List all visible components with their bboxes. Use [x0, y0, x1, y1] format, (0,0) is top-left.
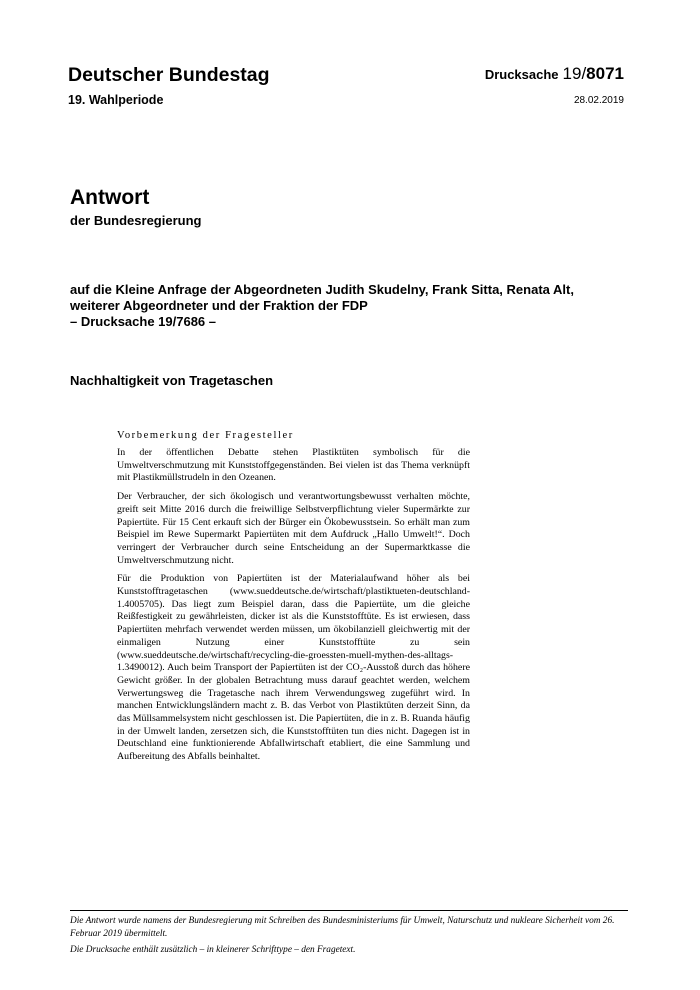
anfrage-line-3: – Drucksache 19/7686 –: [70, 314, 216, 329]
footer-note-transmission: Die Antwort wurde namens der Bundesregierung mit Schreiben des Bundesministeriums für Umwelt, Naturschutz und nukleare Sicherheit vom 26. Februar 2019 übermittelt.: [70, 916, 615, 939]
vorbemerkung-title: Vorbemerkung der Fragesteller: [117, 430, 294, 441]
document-subtitle: der Bundesregierung: [70, 213, 202, 228]
vorbemerkung-paragraph-2: Der Verbraucher, der sich ökologisch und verantwortungsbewusst verhalten möchte, greift seit Mitte 2016 durch die freiwillige Selbstverpflichtung vieler Supermärkte zur Papiertüte. Für 15 Cent erkauft sich der Bürger ein Ökobewusstsein. So erhält man zum Beispiel im Rewe Supermarkt Papiertüten mit dem Aufdruck „Hallo Umwelt!“. Doch verringert der Verbraucher durch seine Entscheidung an der Supermarktkasse die Umweltverschmutzung nicht.: [117, 491, 470, 566]
drucksache-label: Drucksache: [484, 67, 559, 82]
drucksache-prefix: 19/: [562, 64, 587, 83]
drucksache-number: 8071: [586, 64, 624, 83]
vorbemerkung-paragraph-3: Für die Produktion von Papiertüten ist der Materialaufwand höher als bei Kunststofftragetaschen (www.sueddeutsche.de/wirtschaft/plastiktueten-deutschland-1.4005705). Das liegt zum Beispiel daran, dass die Papiertüte, um die gleiche Reißfestigkeit zu gewährleisten, dicker ist als die Kunststofftüte. Es ist erwiesen, dass Papiertüten mehrfach verwendet werden müssen, um ökobilanziell gleichwertig mit der einmaligen Nutzung einer Kunststofftüte zu sein (www.sueddeutsche.de/wirtschaft/recycling-die-groessten-muell-mythen-des-alltags-1.3490012). Auch beim Transport der Papiertüten ist der CO₂-Ausstoß durch das höhere Gewicht größer. In der globalen Betrachtung muss darauf geachtet werden, welchem Verwertungsweg die Tragetasche nach ihrem Verwendungsweg zugeführt wird. In manchen Entwicklungsländern macht z. B. das Verbot von Plastiktüten derzeit Sinn, da das Müllsammelsystem nicht geschlossen ist. Die Papiertüten, die in z. B. Ruanda häufig in der Umwelt landen, zersetzen sich, die Kunststofftüten tun dies nicht. Dagegen ist in Deutschland eine funktionierende Abfallwirtschaft etabliert, die eine Sammlung und Aufbereitung des Abfalls beinhaltet.: [117, 573, 470, 763]
election-period: 19. Wahlperiode: [68, 93, 164, 107]
institution-name: Deutscher Bundestag: [68, 64, 270, 86]
anfrage-line-2: weiterer Abgeordneter und der Fraktion der FDP: [70, 298, 368, 313]
vorbemerkung-paragraph-1: In der öffentlichen Debatte stehen Plastiktüten symbolisch für die Umweltverschmutzung mit Kunststoffgegenständen. Bei vielen ist das Thema verknüpft mit Plastikmüllstrudeln in den Ozeanen.: [117, 447, 470, 484]
footer-notes: [70, 915, 628, 960]
footer-note-fragetext: Die Drucksache enthält zusätzlich – in kleinerer Schrifttype – den Fragetext.: [70, 945, 356, 955]
topic-heading: Nachhaltigkeit von Tragetaschen: [70, 373, 274, 388]
document-title: Antwort: [70, 186, 150, 209]
drucksache-number-wrap: [563, 64, 624, 83]
footer-divider: [70, 910, 628, 911]
drucksache-id: [485, 64, 624, 84]
anfrage-line-1: auf die Kleine Anfrage der Abgeordneten Judith Skudelny, Frank Sitta, Renata Alt,: [70, 282, 574, 297]
anfrage-reference: [70, 282, 630, 330]
vorbemerkung-section: [117, 430, 470, 770]
document-date: 28.02.2019: [573, 95, 624, 106]
